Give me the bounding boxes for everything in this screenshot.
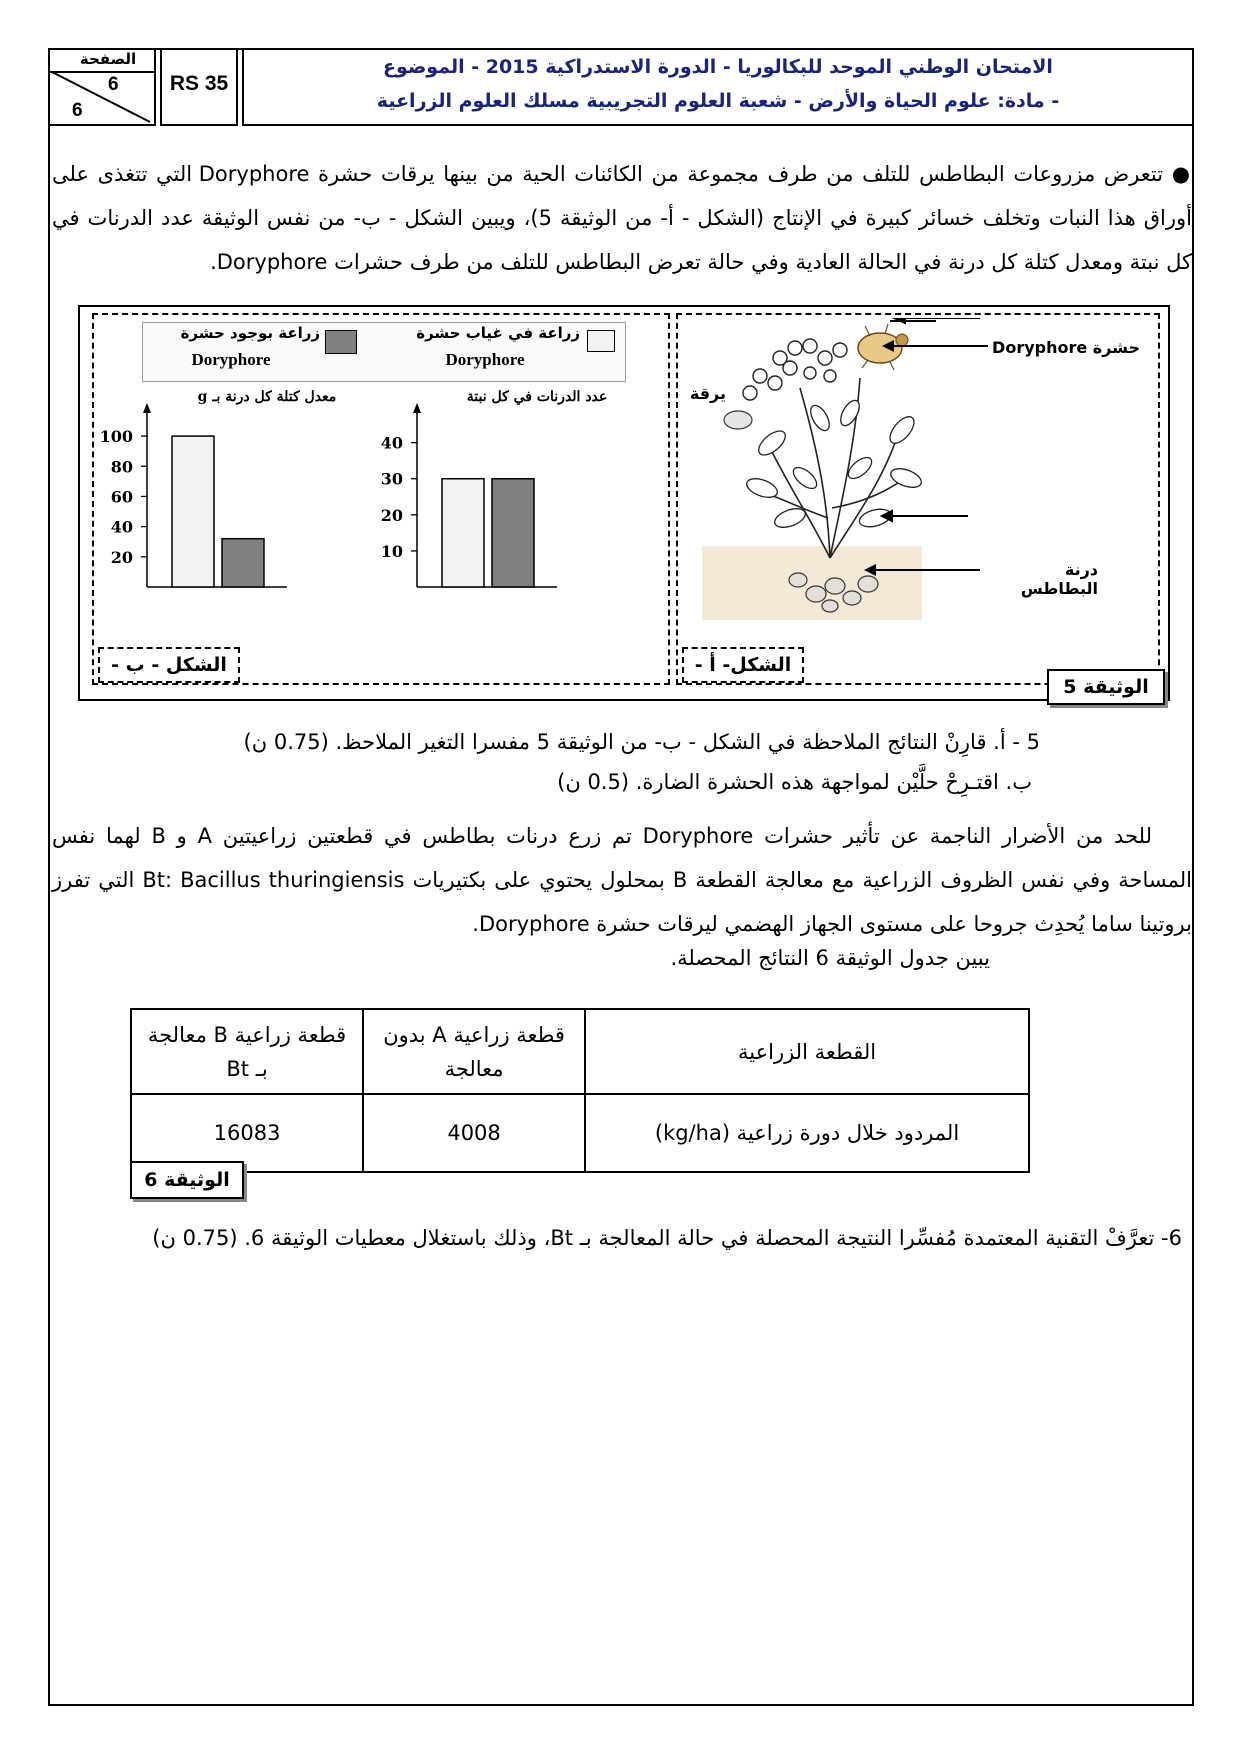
legend-without-line1: زراعة في غياب حشرة <box>416 324 580 342</box>
chart-title: عدد الدرنات في كل نبتة <box>466 389 608 405</box>
y-tick-label: 40 <box>380 433 403 453</box>
y-axis-arrow <box>143 403 151 413</box>
y-tick-label: 30 <box>380 469 403 489</box>
table-header-row <box>131 1009 1029 1094</box>
insect-label: حشرة Doryphore <box>992 338 1140 357</box>
plant-leaves <box>744 397 924 531</box>
bar-without-insect <box>442 479 484 587</box>
plant-stems <box>758 378 905 558</box>
y-tick-label: 20 <box>380 505 403 525</box>
y-tick-label: 100 <box>99 427 133 447</box>
bullet: ● <box>1171 162 1193 186</box>
legend-swatch-without <box>587 330 615 352</box>
larva-label: يرقة <box>689 384 726 403</box>
header-line2: - مادة: علوم الحياة والأرض - شعبة العلوم التجريبية مسلك العلوم الزراعية <box>376 90 1060 112</box>
insect-arrow <box>880 340 990 352</box>
figure-a-label: الشكل- أ - <box>682 647 804 683</box>
y-tick-label: 80 <box>110 457 133 477</box>
y-tick-label: 10 <box>380 541 403 561</box>
intro-paragraph <box>52 152 1192 284</box>
larva-icon <box>724 411 752 429</box>
tuber-label: درنة البطاطس <box>1020 560 1098 598</box>
soil <box>702 546 922 620</box>
document-6-table <box>130 1008 1030 1173</box>
legend-with-line2: Doryphore <box>191 350 271 369</box>
document-6-label: الوثيقة 6 <box>130 1161 244 1199</box>
document-5-label: الوثيقة 5 <box>1047 669 1165 705</box>
y-axis-arrow <box>413 403 421 413</box>
title-box <box>242 48 1194 126</box>
header-line1: الامتحان الوطني الموحد للبكالوريا - الدورة الاستدراكية 2015 - الموضوع <box>383 56 1053 78</box>
potato-plant-illustration <box>680 318 1160 648</box>
exam-code: RS 35 <box>169 72 229 95</box>
bar-with-insect <box>222 539 264 587</box>
yield-plot-b: 16083 <box>131 1094 363 1172</box>
page-total: 6 <box>72 100 83 121</box>
y-tick-label: 20 <box>110 547 133 567</box>
paragraph-2-end: يبين جدول الوثيقة 6 النتائج المحصلة. <box>670 946 990 970</box>
page-num: 6 <box>108 74 119 95</box>
code-box <box>160 48 238 126</box>
question-6: 6- تعرَّفْ التقنية المعتمدة مُفسِّرا النتيجة المحصلة في حالة المعالجة بـ Bt، وذلك باستغلال معطيات الوثيقة 6. (0.75 ن) <box>152 1226 1182 1250</box>
figure-b-label: الشكل - ب - <box>98 647 240 683</box>
table-row <box>131 1094 1029 1172</box>
legend-without-line2: Doryphore <box>445 350 525 369</box>
header-plot-b: قطعة زراعية B معالجة بـ Bt <box>131 1009 363 1094</box>
legend-with-line1: زراعة بوجود حشرة <box>180 324 320 342</box>
bar-with-insect <box>492 479 534 587</box>
page-number-box <box>48 48 156 126</box>
yield-plot-a: 4008 <box>363 1094 585 1172</box>
legend-swatch-with <box>325 330 357 354</box>
chart-title: معدل كتلة كل درنة بـ g <box>197 389 337 405</box>
paragraph-2: للحد من الأضرار الناجمة عن تأثير حشرات Doryphore تم زرع درنات بطاطس في قطعتين زراعيتين A و B لهما نفس المساحة وفي نفس الظروف الزراعية مع معالجة القطعة B بمحلول يحتوي على بكتيريات Bt: Bacillus thuringiensis التي تفرز بروتينا ساما يُحدِث جروحا على مستوى الجهاز الهضمي ليرقات حشرة Doryphore. <box>52 824 1192 936</box>
row-yield-label: المردود خلال دورة زراعية (kg/ha) <box>585 1094 1029 1172</box>
question-5a: 5 - أ. قارِنْ النتائج الملاحظة في الشكل - ب- من الوثيقة 5 مفسرا التغير الملاحظ. (0.75 ن) <box>243 730 1040 754</box>
chart-tuber-count <box>381 389 608 587</box>
bar-without-insect <box>172 436 214 587</box>
charts-svg <box>92 385 670 645</box>
header-plot-a: قطعة زراعية A بدون معالجة <box>363 1009 585 1094</box>
question-5b: ب. اقتـرِحْ حلَّيْن لمواجهة هذه الحشرة الضارة. (0.5 ن) <box>557 770 1032 794</box>
header-plot: القطعة الزراعية <box>585 1009 1029 1094</box>
chart-tuber-mass <box>100 389 337 587</box>
y-tick-label: 60 <box>110 487 133 507</box>
flowers <box>743 339 847 400</box>
y-tick-label: 40 <box>110 517 133 537</box>
tuber-arrow <box>862 564 982 576</box>
page-word: الصفحة <box>79 50 137 68</box>
intro-text: تتعرض مزروعات البطاطس للتلف من طرف مجموعة من الكائنات الحية من بينها يرقات حشرة Doryphore التي تتغذى على أوراق هذا النبات وتخلف خسائر كبيرة في الإنتاج (الشكل - أ- من الوثيقة 5)، ويبين الشكل - ب- من نفس الوثيقة عدد الدرنات في كل نبتة ومعدل كتلة كل درنة في الحالة العادية وفي حالة تعرض البطاطس للتلف من طرف حشرات Doryphore. <box>52 162 1192 274</box>
